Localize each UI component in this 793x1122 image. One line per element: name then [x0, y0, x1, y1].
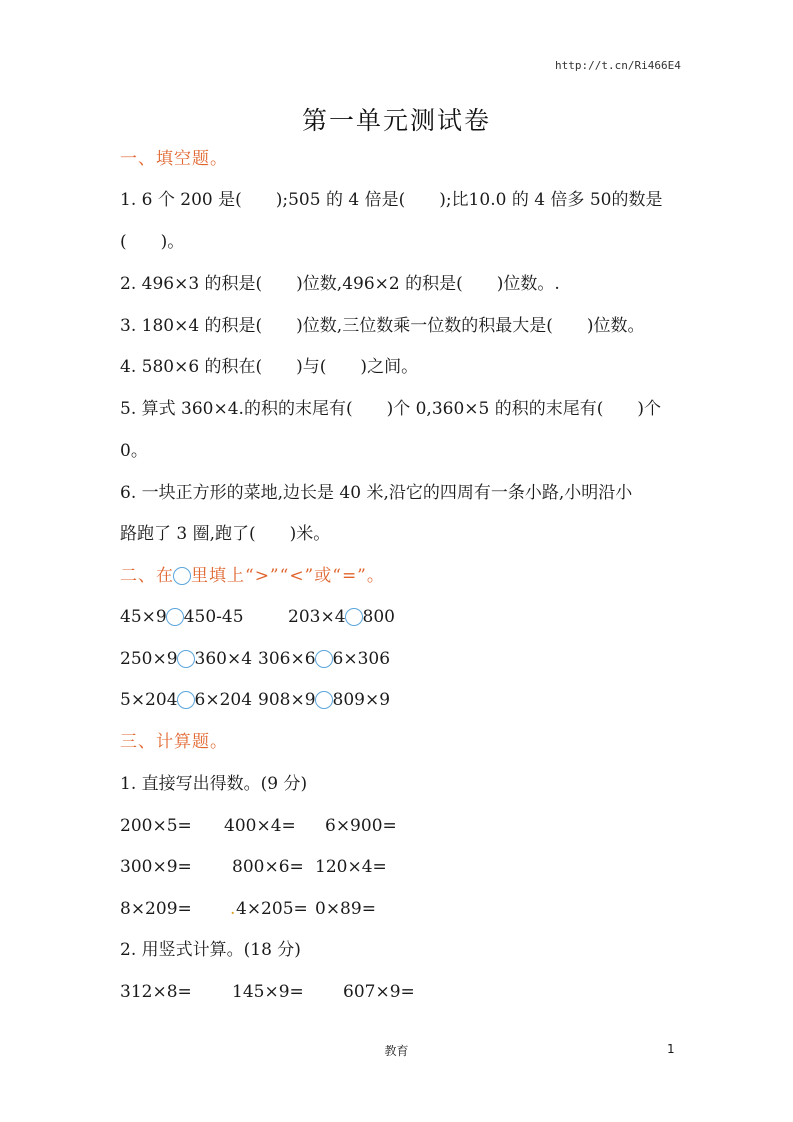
oral-problem: 0×89=	[315, 899, 376, 919]
page-number: 1	[667, 1042, 675, 1056]
page-title: 第一单元测试卷	[301, 106, 491, 135]
compare-left: 306×6	[258, 649, 316, 669]
section2-heading	[120, 565, 385, 587]
header-url: http://t.cn/Ri466E4	[555, 59, 681, 72]
question-6-line2: 路跑了 3 圈,跑了( )米。	[120, 524, 331, 544]
question-4: 4. 580×6 的积在( )与( )之间。	[120, 357, 419, 377]
section3-heading: 三、计算题。	[120, 732, 228, 752]
question-1-line2: ( )。	[120, 232, 185, 252]
section3-sub1: 1. 直接写出得数。(9 分)	[120, 774, 308, 794]
question-2: 2. 496×3 的积是( )位数,496×2 的积是( )位数。.	[120, 274, 560, 294]
compare-row	[120, 606, 244, 628]
oral-problem: 800×6=	[232, 857, 304, 877]
compare-blank-circle[interactable]	[315, 691, 333, 709]
compare-right: 450-45	[183, 607, 244, 627]
vertical-problem: 607×9=	[343, 982, 415, 1002]
compare-blank-circle[interactable]	[345, 608, 363, 626]
vertical-problem: 312×8=	[120, 982, 192, 1002]
compare-row	[120, 648, 252, 670]
oral-problem: 4×205=	[236, 899, 308, 919]
oral-problem: 8×209=	[120, 899, 192, 919]
compare-left: 203×4	[288, 607, 346, 627]
section1-heading: 一、填空题。	[120, 149, 228, 169]
oral-problem: 300×9=	[120, 857, 192, 877]
question-3: 3. 180×4 的积是( )位数,三位数乘一位数的积最大是( )位数。	[120, 316, 645, 336]
footer-center: 教育	[384, 1044, 409, 1058]
compare-blank-circle[interactable]	[177, 650, 195, 668]
stray-dot: .	[230, 899, 236, 919]
oral-problem: 120×4=	[315, 857, 387, 877]
question-5-line1: 5. 算式 360×4.的积的末尾有( )个 0,360×5 的积的末尾有( )个	[120, 399, 662, 419]
compare-right: 6×204	[194, 690, 253, 710]
question-1-line1: 1. 6 个 200 是( );505 的 4 倍是( );比10.0 的 4 倍多 50的数是	[120, 190, 663, 210]
compare-blank-circle[interactable]	[315, 650, 333, 668]
compare-right: 6×306	[332, 649, 391, 669]
vertical-problem: 145×9=	[232, 982, 304, 1002]
oral-problem: 200×5=	[120, 816, 192, 836]
compare-blank-circle[interactable]	[166, 608, 184, 626]
compare-right: 800	[362, 607, 395, 627]
compare-right: 809×9	[332, 690, 391, 710]
compare-circle-icon	[173, 567, 191, 585]
compare-left: 5×204	[120, 690, 178, 710]
compare-row	[258, 648, 390, 670]
compare-left: 908×9	[258, 690, 316, 710]
section3-sub2: 2. 用竖式计算。(18 分)	[120, 940, 301, 960]
compare-right: 360×4	[194, 649, 253, 669]
section2-heading-before: 二、在	[120, 566, 174, 586]
question-5-line2: 0。	[120, 441, 148, 461]
oral-problem: 400×4=	[224, 816, 296, 836]
compare-row	[258, 689, 390, 711]
oral-problem: 6×900=	[325, 816, 397, 836]
compare-left: 250×9	[120, 649, 178, 669]
compare-left: 45×9	[120, 607, 167, 627]
question-6-line1: 6. 一块正方形的菜地,边长是 40 米,沿它的四周有一条小路,小明沿小	[120, 483, 633, 503]
compare-row	[120, 689, 252, 711]
compare-blank-circle[interactable]	[177, 691, 195, 709]
compare-row	[288, 606, 395, 628]
section2-heading-after: 里填上“>”“<”或“=”。	[191, 566, 385, 586]
